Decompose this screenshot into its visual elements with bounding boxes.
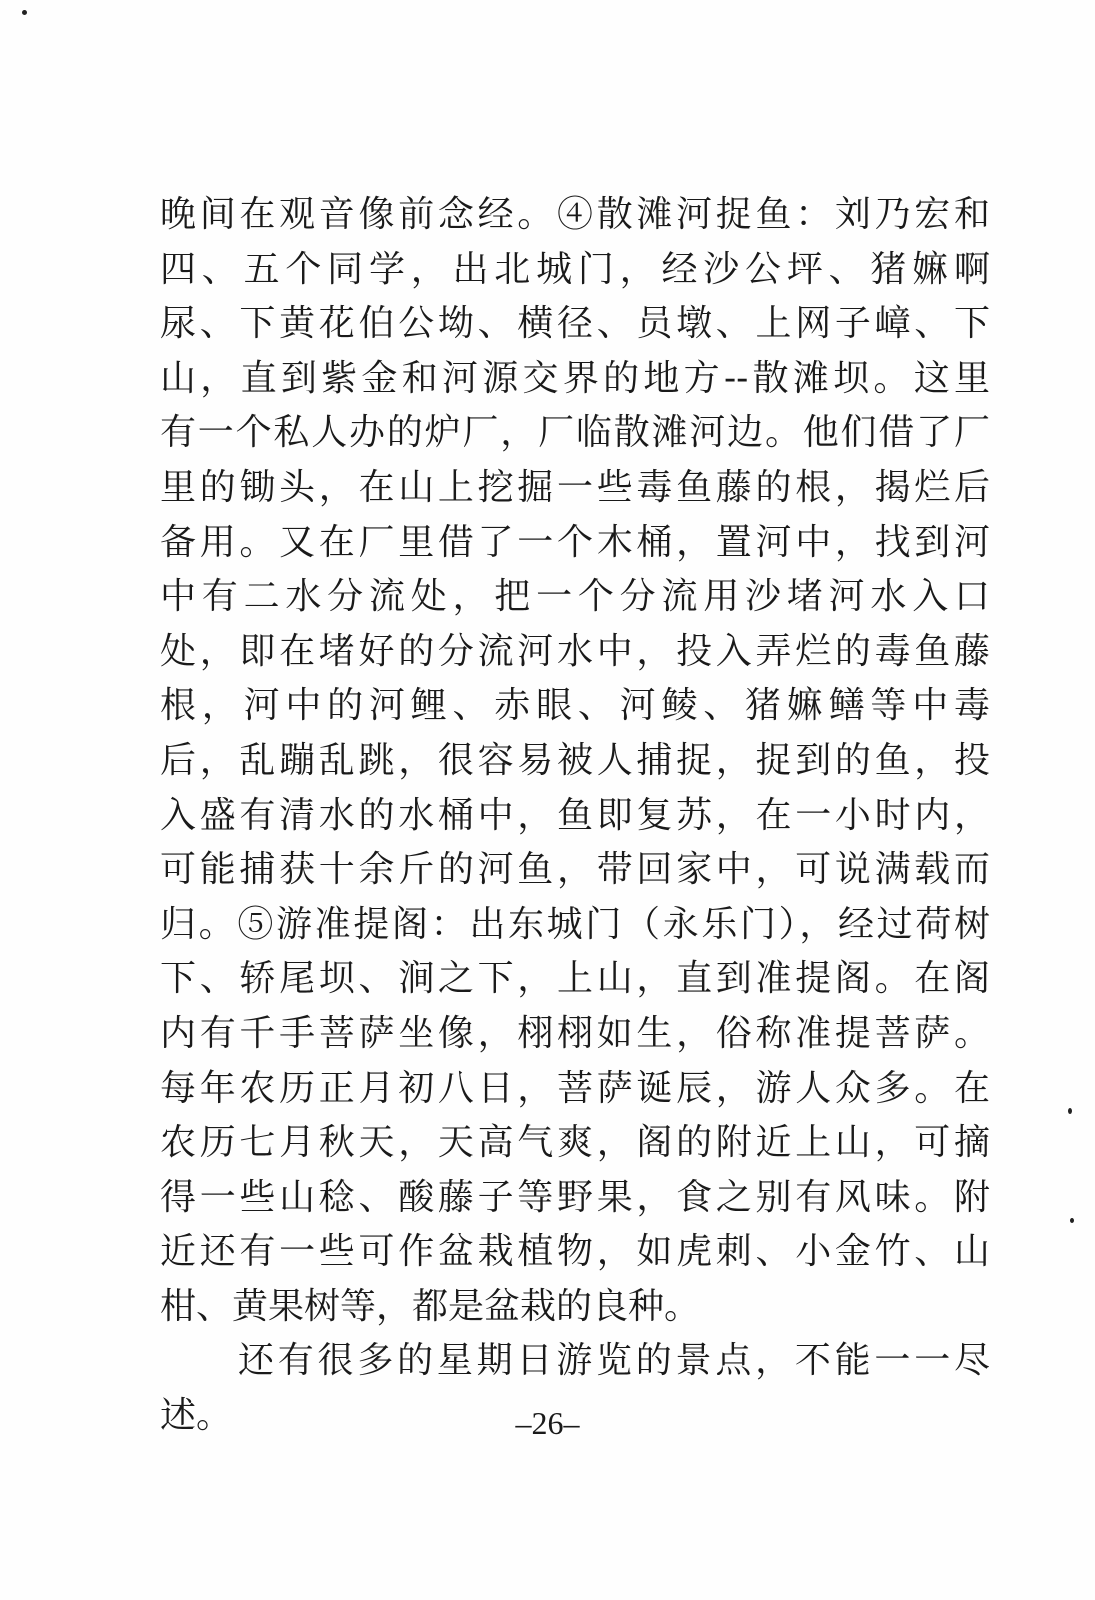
scan-speck (1068, 1108, 1072, 1114)
text-line: 根，河中的河鲤、赤眼、河鲮、猪嫲鳝等中毒 (160, 685, 990, 727)
text-line: 柑、黄果树等，都是盆栽的良种。 (160, 1285, 701, 1327)
text-line: 内有千手菩萨坐像，栩栩如生，俗称准提菩萨。 (160, 1012, 990, 1054)
text-line: 里的锄头，在山上挖掘一些毒鱼藤的根，揭烂后 (160, 466, 990, 508)
text-line: 农历七月秋天，天高气爽，阁的附近上山，可摘 (160, 1122, 990, 1164)
text-line: 下、轿尾坝、涧之下，上山，直到准提阁。在阁 (160, 958, 990, 1000)
scan-speck (1070, 1218, 1074, 1223)
text-line: 山，直到紫金和河源交界的地方--散滩坝。这里 (160, 357, 990, 399)
text-line: 入盛有清水的水桶中，鱼即复苏，在一小时内， (160, 794, 990, 836)
text-line: 四、五个同学，出北城门，经沙公坪、猪嫲啊 (160, 248, 990, 290)
text-line: 中有二水分流处，把一个分流用沙堵河水入口 (160, 576, 990, 618)
text-line: 后，乱蹦乱跳，很容易被人捕捉，捉到的鱼，投 (160, 739, 990, 781)
paragraph-line: 还有很多的星期日游览的景点，不能一一尽 (238, 1340, 990, 1382)
text-line: 近还有一些可作盆栽植物，如虎刺、小金竹、山 (160, 1231, 990, 1273)
text-line: 可能捕获十余斤的河鱼，带回家中，可说满载而 (160, 849, 990, 891)
scan-speck (22, 10, 27, 15)
text-line: 处，即在堵好的分流河水中，投入弄烂的毒鱼藤 (160, 630, 990, 672)
page-number: –26– (515, 1405, 580, 1441)
text-line: 有一个私人办的炉厂，厂临散滩河边。他们借了厂 (160, 412, 990, 454)
text-line: 得一些山稔、酸藤子等野果，食之别有风味。附 (160, 1176, 990, 1218)
text-line: 晚间在观音像前念经。④散滩河捉鱼：刘乃宏和 (160, 194, 990, 235)
text-line: 尿、下黄花伯公坳、横径、员墩、上网子嶂、下 (160, 303, 990, 345)
body-text (160, 188, 990, 1444)
paragraph-line: 述。 (160, 1395, 233, 1437)
text-line: 每年农历正月初八日，菩萨诞辰，游人众多。在 (160, 1067, 990, 1109)
text-line: 归。⑤游准提阁：出东城门（永乐门），经过荷树 (160, 903, 990, 945)
text-line: 备用。又在厂里借了一个木桶，置河中，找到河 (160, 521, 990, 563)
